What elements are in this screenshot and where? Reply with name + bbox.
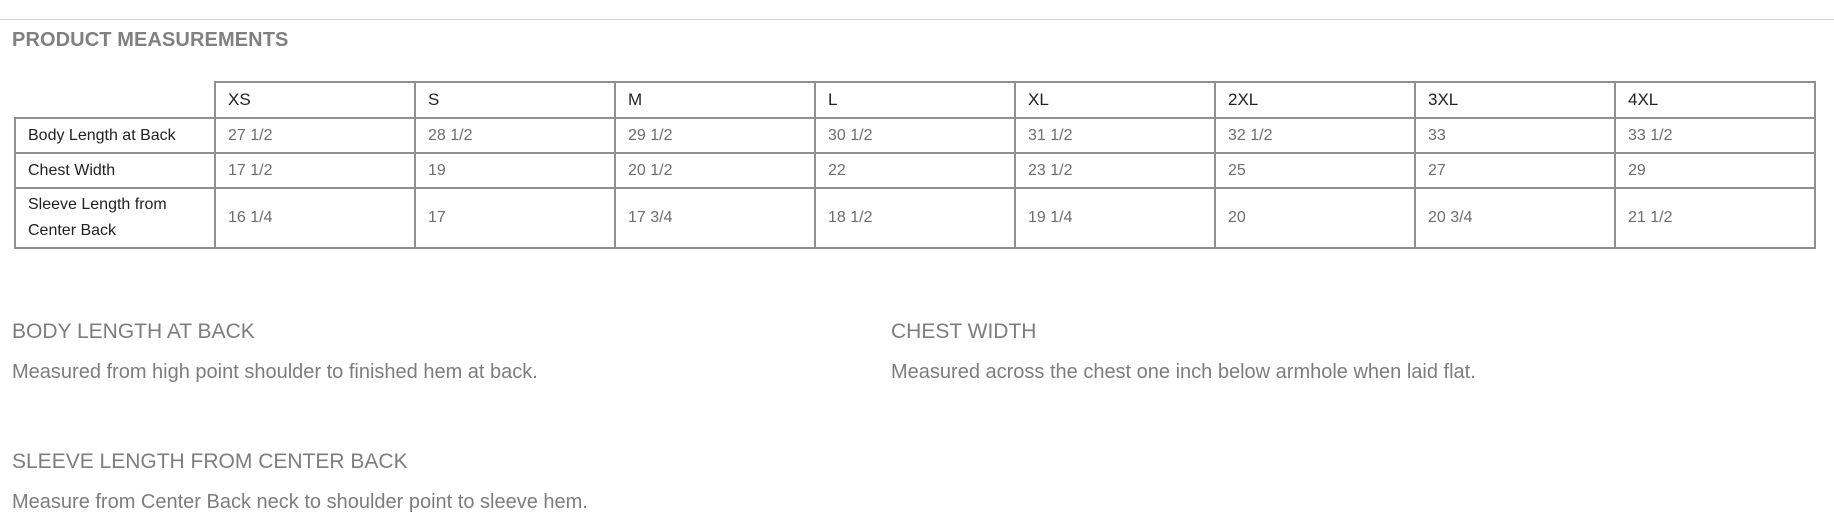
size-header-s: S [415, 82, 615, 118]
row-label: Body Length at Back [15, 118, 215, 153]
table-cell: 23 1/2 [1015, 153, 1215, 188]
corner-cell [15, 82, 215, 118]
table-cell: 33 1/2 [1615, 118, 1815, 153]
table-cell: 19 1/4 [1015, 188, 1215, 248]
size-header-m: M [615, 82, 815, 118]
size-header-xl: XL [1015, 82, 1215, 118]
row-label: Chest Width [15, 153, 215, 188]
table-cell: 22 [815, 153, 1015, 188]
table-cell: 29 [1615, 153, 1815, 188]
table-row-chest-width [15, 153, 1815, 188]
top-divider [0, 19, 1834, 20]
table-cell: 29 1/2 [615, 118, 815, 153]
chest-width-description: Measured across the chest one inch below armhole when laid flat. [891, 361, 1476, 383]
table-cell: 32 1/2 [1215, 118, 1415, 153]
size-header-2xl: 2XL [1215, 82, 1415, 118]
row-label: Sleeve Length from Center Back [15, 188, 215, 248]
table-cell: 27 1/2 [215, 118, 415, 153]
table-row-sleeve-length [15, 188, 1815, 248]
size-header-4xl: 4XL [1615, 82, 1815, 118]
size-header-l: L [815, 82, 1015, 118]
table-cell: 33 [1415, 118, 1615, 153]
table-cell: 30 1/2 [815, 118, 1015, 153]
size-header-row [15, 82, 1815, 118]
table-cell: 17 [415, 188, 615, 248]
table-row-body-length [15, 118, 1815, 153]
body-length-heading: BODY LENGTH AT BACK [12, 320, 255, 343]
table-cell: 16 1/4 [215, 188, 415, 248]
table-cell: 19 [415, 153, 615, 188]
section-title: PRODUCT MEASUREMENTS [12, 29, 289, 51]
table-cell: 18 1/2 [815, 188, 1015, 248]
body-length-description: Measured from high point shoulder to finished hem at back. [12, 361, 538, 383]
table-cell: 31 1/2 [1015, 118, 1215, 153]
table-cell: 20 1/2 [615, 153, 815, 188]
sleeve-length-description: Measure from Center Back neck to shoulder point to sleeve hem. [12, 491, 588, 513]
table-cell: 20 [1215, 188, 1415, 248]
table-cell: 28 1/2 [415, 118, 615, 153]
size-header-3xl: 3XL [1415, 82, 1615, 118]
chest-width-heading: CHEST WIDTH [891, 320, 1037, 343]
table-cell: 25 [1215, 153, 1415, 188]
size-header-xs: XS [215, 82, 415, 118]
table-cell: 17 3/4 [615, 188, 815, 248]
measurements-table [14, 81, 1816, 249]
table-cell: 21 1/2 [1615, 188, 1815, 248]
sleeve-length-heading: SLEEVE LENGTH FROM CENTER BACK [12, 450, 408, 473]
table-cell: 20 3/4 [1415, 188, 1615, 248]
table-cell: 27 [1415, 153, 1615, 188]
table-cell: 17 1/2 [215, 153, 415, 188]
